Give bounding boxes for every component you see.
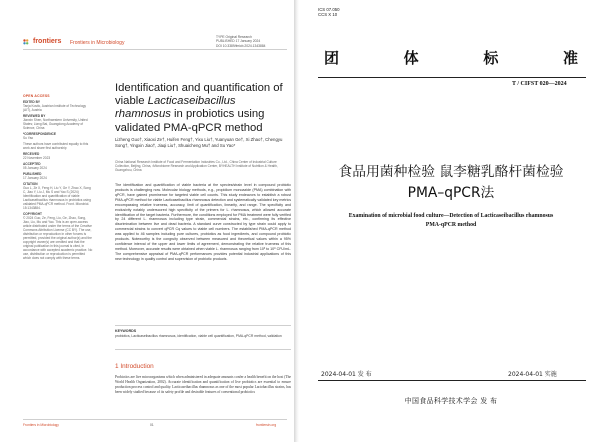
keywords-divider	[115, 325, 291, 326]
intro-heading: 1 Introduction	[115, 363, 154, 370]
english-title-line2: PMA-qPCR method	[425, 222, 477, 228]
journal-name[interactable]: Frontiers in Microbiology	[70, 39, 125, 46]
article-title	[115, 82, 287, 135]
sidebar-label: RECEIVED	[23, 151, 40, 156]
sidebar-label: REVIEWED BY	[23, 114, 46, 118]
keywords: probiotics, Lacticaseibacillus rhamnosus, identification, viable cell quantification, PMA-qPCR method, validation	[115, 334, 282, 338]
ics-code	[318, 7, 340, 17]
implementation-date: 2024-04-01 实施	[508, 371, 557, 378]
keywords-divider-bottom	[115, 349, 291, 350]
author-list: Lizheng Guo†, Xiaoxi Ze†, Huifen Feng†, Yixu Liu†, Yuanyuan Ge†, Xi Zhao†, Chengyu Song†, Yingxin Jiao†, Jiaqi Liu†, Shuaicheng Mu† and Su Yao*	[115, 137, 283, 148]
sidebar-label: COPYRIGHT	[23, 211, 42, 216]
sidebar-value: 17 January 2024	[23, 175, 47, 180]
bottom-rule	[318, 380, 586, 381]
sidebar-value: 22 November 2023	[23, 155, 51, 160]
pub-doi[interactable]: DOI 10.3389/fmicb.2024.1343884	[216, 43, 266, 48]
standard-type-title	[318, 47, 584, 68]
pub-date: PUBLISHED 17 January 2024	[216, 39, 261, 44]
sidebar-value: Guo L, Ze X, Feng H, Liu Y, Ge Y, Zhao X, Song C, Jiao Y, Liu J, Mu S and Yao S (2024) Identification and quantification of viable Lacticaseibacillus rhamnosus in probiotics using validated PMA-qPCR method. Front. Microbiol. 15:1343884.	[23, 185, 91, 210]
intro-text: Probiotics are live microorganisms which when administered in adequate amounts confer a health benefit on the host (The World Health Organization, 2002). Accurate identification and quantification of live probiotics are essential to ensure production process control and quality. Lacticaseibacillus rhamnosus as one of the most popular Lactobacillus strains, has been widely studied because of its safety profile and desirable features of conventional probiotics	[115, 375, 291, 394]
sidebar-note: These authors have contributed equally to this work and share first authorship	[23, 141, 89, 150]
english-title	[316, 212, 586, 230]
ics-line: ICS 07.050	[318, 7, 340, 12]
abstract: The identification and quantification of viable bacteria at the species/strain level in compound probiotic products is challenging now. Molecular biology methods, e.g., propidium monoazide (PMA) combination with qPCR, have gained prominence for targeted viable cell counts. This study endeavors to establish a robust PMA-qPCR method for viable Lacticaseibacillus rhamnosus detection and systematically validated key metrics encompassing relative trueness, accuracy, limit of quantification, linearity, and range. The specificity and exclusivity notably underscored high specificity of the primers for L. rhamnosus, which allowed accurate identification of the target bacteria. Furthermore, the conditions employed for PMA treatment were fully verified by 24 different L. rhamnosus including type strain, commercial strains, etc., confirming its effective discrimination between live and dead bacteria. A standard curve constructed by type strain could apply to commercial strains to convert qPCR Cq values to viable cell numbers. The established PMA-qPCR method was applied to 46 samples including pure cultures, probiotics as food ingredients, and compound probiotic products. Noteworthy is the congruity observed between measured and theoretical values within a 95% confidence interval of the upper and lower limits of agreement, demonstrating the relative trueness of this method. Moreover, accurate results were obtained when viable L. rhamnosus ranging from 10³ to 10⁸ CFU/mL. The comprehensive appraisal of PMA-qPCR performances provides potential industrial applications of this new technology in quality control and supervision of probiotic products.	[115, 183, 291, 261]
pub-type: TYPE Original Research	[216, 35, 252, 39]
english-title-line1: Examination of microbial food culture—Detection of Lacticaseibacillus rhamnosus	[348, 213, 554, 219]
title-char: 体	[403, 49, 419, 67]
footer-journal[interactable]: Frontiers in Microbiology	[23, 423, 59, 427]
header-divider	[23, 49, 287, 50]
sidebar-value: Tanja Kostic, Austrian Institute of Technology (AIT), Austria	[23, 104, 87, 112]
top-rule	[318, 77, 586, 78]
brand-name: frontiers	[33, 38, 62, 45]
sidebar-label: EDITED BY	[23, 100, 41, 104]
sidebar-label: ACCEPTED	[23, 161, 41, 166]
chinese-title-line2: PMA–qPCR法	[407, 185, 495, 201]
sidebar-label: PUBLISHED	[23, 171, 42, 176]
chinese-title-line1: 食品用菌种检验 鼠李糖乳酪杆菌检验	[338, 164, 564, 180]
open-access-label: OPEN ACCESS	[23, 94, 50, 98]
title-text-rest: in probiotics using validated PMA-qPCR method	[115, 108, 265, 134]
footer-divider	[23, 419, 287, 420]
sidebar-value: Jianxin Shen, Northwestern University, United States; Liang Bai, Guangdong Academy of Science, China	[23, 118, 88, 130]
title-char: 标	[483, 49, 499, 67]
chinese-title	[303, 162, 599, 204]
frontiers-logo-icon	[23, 39, 31, 45]
sidebar-label: *CORRESPONDENCE	[23, 132, 56, 136]
affiliations: China National Research Institute of Food and Fermentation Industries Co., Ltd., China Center of Industrial Culture Collection, Beijing, China, ²Microbiome Research and Application Center, BYHEALTH Institute of Nutrition & Health, Guangzhou, China	[115, 160, 278, 173]
publication-meta	[216, 35, 286, 48]
standard-number: T / CIFST 020—2024	[512, 81, 567, 87]
sidebar-value: © 2024 Guo, Ze, Feng, Liu, Ge, Zhao, Song, Jiao, Liu, Mu and Yao. This is an open-access article distributed under the terms of the Creative Commons Attribution License (CC BY). The use, distribution or reproduction in other forums is permitted, provided the original author(s) and the copyright owner(s) are credited and that the original publication in this journal is cited, in accordance with accepted academic practice. No use, distribution or reproduction is permitted which does not comply with these terms.	[23, 215, 93, 260]
issue-date: 2024-04-01 发 布	[321, 371, 372, 378]
article-sidebar	[23, 94, 93, 260]
footer-site-link[interactable]: frontiersin.org	[256, 423, 277, 427]
title-species: Lacticaseibacillus rhamnosus	[115, 95, 236, 121]
title-char: 准	[562, 49, 578, 67]
sidebar-label: CITATION	[23, 181, 38, 186]
article-page	[0, 0, 294, 442]
publisher: 中国食品科学技术学会 发 布	[404, 397, 498, 405]
title-text: Identification and quantification of viable	[115, 82, 283, 108]
footer-page-number: 01	[150, 423, 154, 427]
ccs-line: CCS X 10	[318, 12, 338, 18]
sidebar-value: Su Yao	[23, 136, 34, 140]
keywords-label: KEYWORDS	[115, 329, 137, 333]
title-char: 团	[324, 49, 340, 67]
sidebar-value: 05 January 2024	[23, 165, 47, 170]
